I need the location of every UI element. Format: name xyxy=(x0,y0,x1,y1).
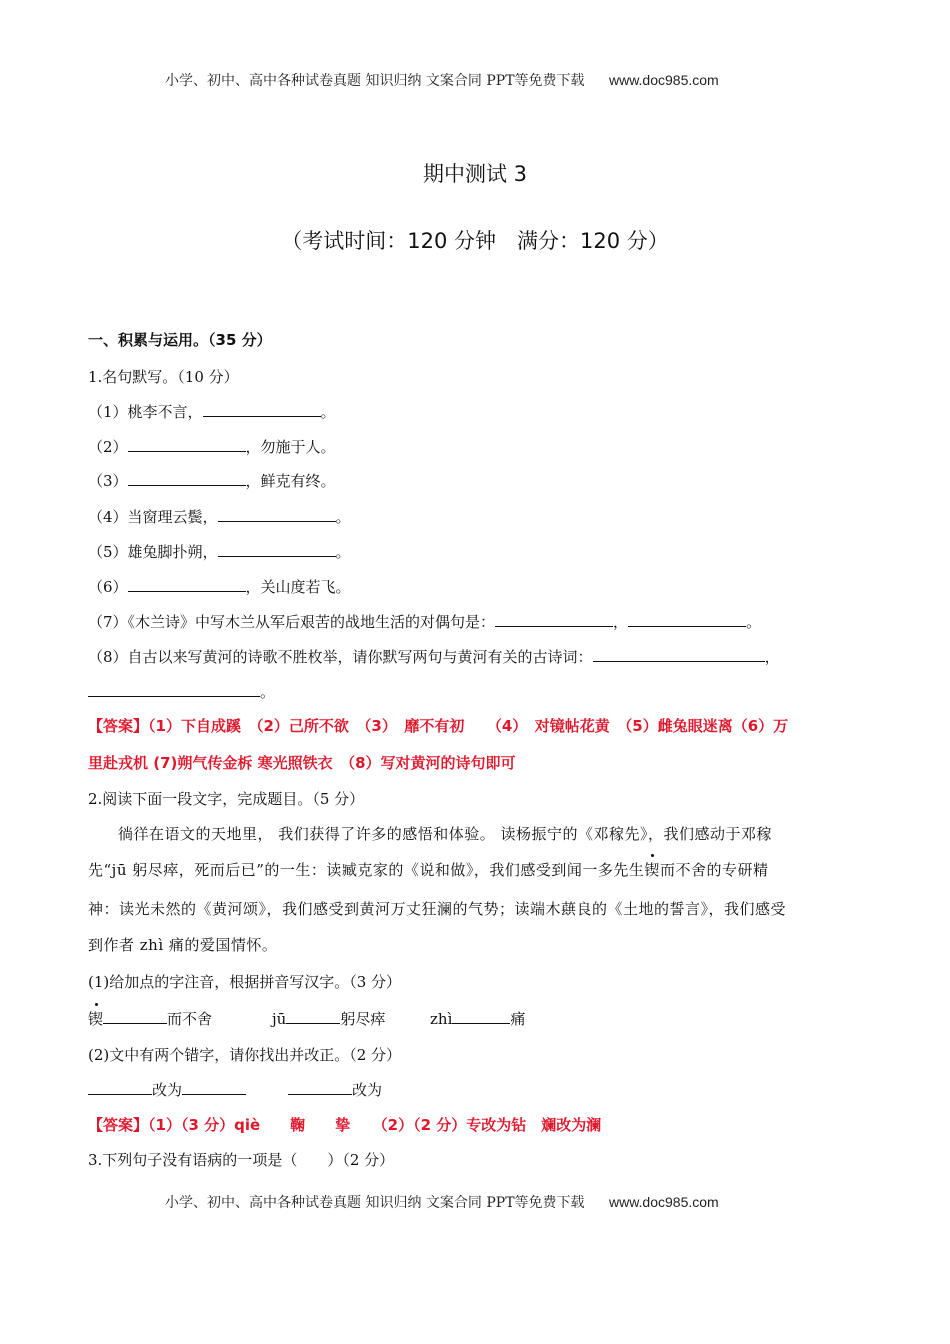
q1-item-7: （7）《木兰诗》中写木兰从军后艰苦的战地生活的对偶句是： ， 。 xyxy=(88,613,762,631)
reading-passage-line: 神：读光未然的《黄河颂》，我们感受到黄河万丈狂澜的气势；读端木蕻良的《土地的誓言》，我们感受 xyxy=(88,900,787,918)
page-footer xyxy=(165,1192,719,1212)
q1-item-5: （5）雄兔脚扑朔， 。 xyxy=(88,543,351,561)
answer-blank[interactable] xyxy=(128,471,246,486)
answer-blank[interactable] xyxy=(88,1080,152,1095)
q1-item-8-cont: 。 xyxy=(88,681,275,702)
answer-blank[interactable] xyxy=(593,647,765,662)
pinyin-row: jū 躬尽瘁 xyxy=(272,1010,386,1028)
answer-blank[interactable] xyxy=(182,1080,246,1095)
answer-blank[interactable] xyxy=(88,682,260,697)
q1-item-6: （6） ，关山度若飞。 xyxy=(88,578,351,596)
page-title: 期中测试 3 xyxy=(422,162,528,186)
answer-blank[interactable] xyxy=(103,1009,167,1024)
section-heading: 一、积累与运用。（35 分） xyxy=(88,331,272,349)
header-url[interactable]: www.doc985.com xyxy=(608,72,719,88)
correction-row: 改为 xyxy=(288,1079,382,1100)
reading-passage-line: 徜徉在语文的天地里， 我们获得了许多的感悟和体验。 读杨振宁的《邓稼先》，我们感动于邓稼 xyxy=(118,825,773,843)
q1-item-1: （1）桃李不言， 。 xyxy=(88,403,336,421)
header-text: 小学、初中、高中各种试卷真题 知识归纳 文案合同 PPT等免费下载 xyxy=(165,73,585,89)
page-header xyxy=(165,70,719,90)
answer-line: 里赴戎机 (7)朔气传金柝 寒光照铁衣 （8）写对黄河的诗句即可 xyxy=(88,754,516,772)
answer-line: 【答案】（1）下自成蹊 （2）己所不欲 （3） 靡不有初 （4） 对镜帖花黄 （5）雌兔眼迷离（6）万 xyxy=(88,717,789,735)
question-stem: 2.阅读下面一段文字，完成题目。（5 分） xyxy=(88,790,365,808)
exam-info: （考试时间：120 分钟 满分：120 分） xyxy=(281,229,669,253)
answer-blank[interactable] xyxy=(495,612,613,627)
answer-blank[interactable] xyxy=(203,402,321,417)
pinyin-row: 锲 而不舍 xyxy=(88,1010,213,1028)
question-stem: 3.下列句子没有语病的一项是（ ）（2 分） xyxy=(88,1151,395,1169)
dotted-character: 锲 xyxy=(88,1010,104,1028)
answer-blank[interactable] xyxy=(628,612,746,627)
dotted-character: 锲 xyxy=(644,861,660,879)
q1-item-3: （3） ，鲜克有终。 xyxy=(88,472,336,490)
answer-blank[interactable] xyxy=(452,1009,510,1024)
sub-question: (1)给加点的字注音，根据拼音写汉字。（3 分） xyxy=(88,973,402,991)
footer-text: 小学、初中、高中各种试卷真题 知识归纳 文案合同 PPT等免费下载 xyxy=(165,1195,585,1211)
correction-row: 改为 xyxy=(88,1079,246,1100)
footer-url[interactable]: www.doc985.com xyxy=(608,1194,719,1210)
answer-blank[interactable] xyxy=(128,437,246,452)
answer-blank[interactable] xyxy=(128,577,246,592)
q1-item-2: （2） ，勿施于人。 xyxy=(88,438,336,456)
answer-blank[interactable] xyxy=(288,1080,352,1095)
answer-blank[interactable] xyxy=(218,542,336,557)
reading-passage-line: 到作者 zhì 痛的爱国情怀。 xyxy=(88,936,278,954)
q1-item-8: （8）自古以来写黄河的诗歌不胜枚举，请你默写两句与黄河有关的古诗词： ， xyxy=(88,648,780,666)
answer-blank[interactable] xyxy=(218,507,336,522)
answer-line: 【答案】（1）（3 分）qiè 鞠 挚 （2）（2 分）专改为钻 斓改为澜 xyxy=(88,1116,602,1134)
pinyin-row: zhì 痛 xyxy=(430,1010,526,1028)
q1-item-4: （4）当窗理云鬓， 。 xyxy=(88,508,351,526)
sub-question: (2)文中有两个错字，请你找出并改正。（2 分） xyxy=(88,1046,402,1064)
answer-blank[interactable] xyxy=(286,1009,340,1024)
question-stem: 1.名句默写。（10 分） xyxy=(88,368,239,386)
reading-passage-line: 先“jū 躬尽瘁，死而后已”的一生：读臧克家的《说和做》，我们感受到闻一多先生锲而不舍的专研精 xyxy=(88,861,769,879)
